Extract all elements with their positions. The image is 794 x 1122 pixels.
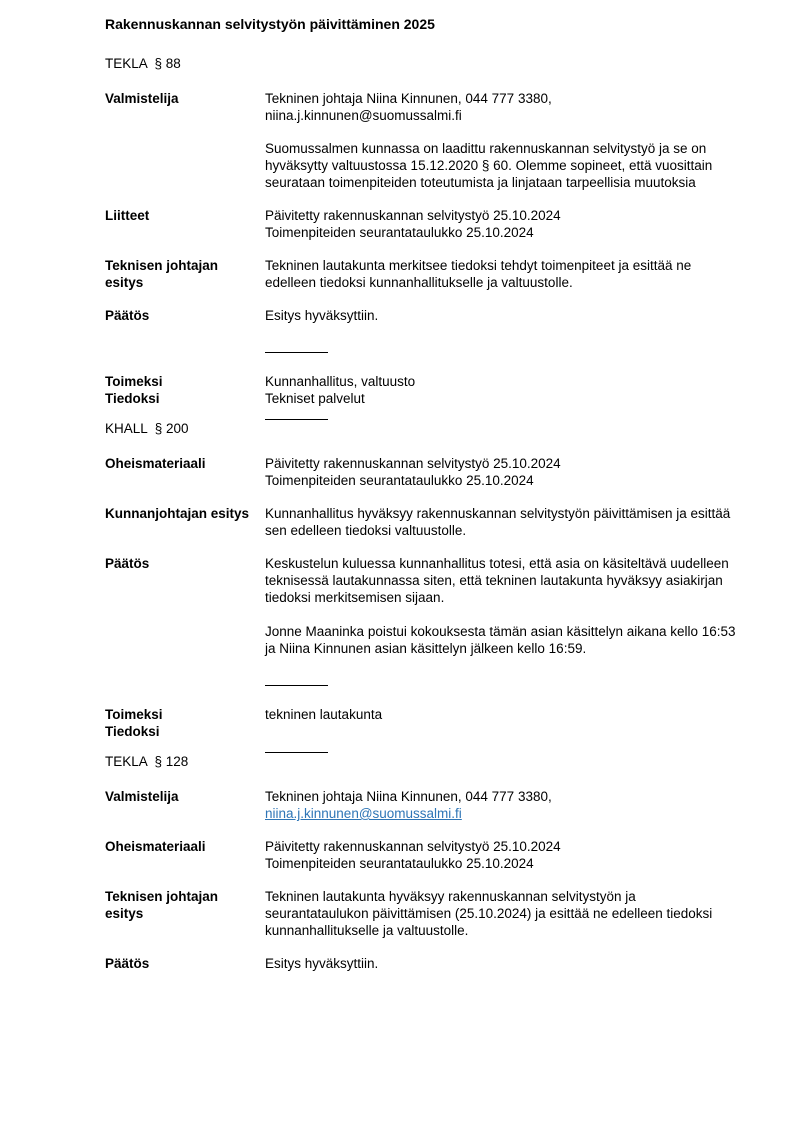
row-value <box>265 955 743 972</box>
row-label: Valmistelija <box>105 91 179 106</box>
row-valmistelija <box>105 90 738 124</box>
separator-line <box>265 685 328 686</box>
row-toimeksi-tiedoksi <box>105 706 738 740</box>
value-line: Päivitetty rakennuskannan selvitystyö 25.10.2024 <box>265 456 561 471</box>
value-line: Tekninen johtaja Niina Kinnunen, 044 777 3380, <box>265 91 552 106</box>
label-line: Toimeksi <box>105 707 163 722</box>
row-value <box>265 307 743 324</box>
row-oheismateriaali <box>105 455 738 489</box>
row-label: Oheismateriaali <box>105 839 206 854</box>
row-label <box>105 373 265 407</box>
row-value <box>265 706 743 740</box>
row-value <box>265 373 743 407</box>
row-label: Teknisen johtajan esitys <box>105 889 219 921</box>
row-teknisen-johtajan-esitys <box>105 888 738 939</box>
paragraph: Keskustelun kuluessa kunnanhallitus totesi, että asia on käsiteltävä uudelleen teknisessä lautakunnassa siten, että tekninen lautakunta hyväksyy asiakirjan tiedoksi merkitsemisen sijaan. <box>265 556 729 605</box>
row-value <box>265 90 743 124</box>
row-paatos <box>105 555 738 657</box>
row-value <box>265 838 743 872</box>
email-link[interactable]: niina.j.kinnunen@suomussalmi.fi <box>265 806 462 821</box>
row-oheismateriaali <box>105 838 738 872</box>
value-line: tekninen lautakunta <box>265 707 383 722</box>
label-line: Toimeksi <box>105 374 163 389</box>
value-line: Päivitetty rakennuskannan selvitystyö 25.10.2024 <box>265 208 561 223</box>
row-value <box>265 207 743 241</box>
value-line: Toimenpiteiden seurantataulukko 25.10.2024 <box>265 856 534 871</box>
section-heading: TEKLA § 128 <box>105 754 189 769</box>
row-value <box>265 455 743 489</box>
row-paatos <box>105 955 738 972</box>
value-line: niina.j.kinnunen@suomussalmi.fi <box>265 108 462 123</box>
paragraph: Kunnanhallitus hyväksyy rakennuskannan selvitystyön päivittämisen ja esittää sen edelleen tiedoksi valtuustolle. <box>265 506 731 538</box>
label-line: Tiedoksi <box>105 391 160 406</box>
row-liitteet <box>105 207 738 241</box>
section-tekla-88 <box>105 55 738 420</box>
row-toimeksi-tiedoksi <box>105 373 738 407</box>
paragraph: Esitys hyväksyttiin. <box>265 308 379 323</box>
section-heading: TEKLA § 88 <box>105 56 181 71</box>
row-label: Oheismateriaali <box>105 456 206 471</box>
row-paatos <box>105 307 738 324</box>
value-line: Päivitetty rakennuskannan selvitystyö 25.10.2024 <box>265 839 561 854</box>
row-value <box>265 505 743 539</box>
row-label: Liitteet <box>105 208 150 223</box>
separator-line <box>265 352 328 353</box>
paragraph: Tekninen lautakunta merkitsee tiedoksi tehdyt toimenpiteet ja esittää ne edelleen tiedoksi kunnanhallitukselle ja valtuustolle. <box>265 258 692 290</box>
row-value <box>265 788 743 822</box>
row-label: Päätös <box>105 956 150 971</box>
row-kunnanjohtajan-esitys <box>105 505 738 539</box>
row-label <box>105 140 265 191</box>
value-line: Tekniset palvelut <box>265 391 365 406</box>
row-value <box>265 257 743 291</box>
value-line: Tekninen johtaja Niina Kinnunen, 044 777 3380, <box>265 789 552 804</box>
row-description <box>105 140 738 191</box>
row-label <box>105 706 265 740</box>
page-title: Rakennuskannan selvitystyön päivittäminen 2025 <box>105 16 435 32</box>
row-value <box>265 555 743 657</box>
row-valmistelija <box>105 788 738 822</box>
row-label: Päätös <box>105 308 150 323</box>
paragraph: Esitys hyväksyttiin. <box>265 956 379 971</box>
section-tekla-128 <box>105 753 738 972</box>
row-value <box>265 140 743 191</box>
row-teknisen-johtajan-esitys <box>105 257 738 291</box>
section-khall-200 <box>105 420 738 753</box>
paragraph: Suomussalmen kunnassa on laadittu rakennuskannan selvitystyö ja se on hyväksytty valtuustossa 15.12.2020 § 60. Olemme sopineet, että vuosittain seurataan toimenpiteiden toteutumista ja linjataan tarpeellisia muutoksia <box>265 141 713 190</box>
paragraph: Jonne Maaninka poistui kokouksesta tämän asian käsittelyn aikana kello 16:53 ja Niina Kinnunen asian käsittelyn jälkeen kello 16:59. <box>265 624 736 656</box>
value-line: Toimenpiteiden seurantataulukko 25.10.2024 <box>265 225 534 240</box>
row-label: Valmistelija <box>105 789 179 804</box>
value-line: Kunnanhallitus, valtuusto <box>265 374 416 389</box>
row-label: Kunnanjohtajan esitys <box>105 506 250 521</box>
value-line: Toimenpiteiden seurantataulukko 25.10.2024 <box>265 473 534 488</box>
row-value <box>265 888 743 939</box>
row-label: Teknisen johtajan esitys <box>105 258 219 290</box>
paragraph: Tekninen lautakunta hyväksyy rakennuskannan selvitystyön ja seurantataulukon päivittämisen (25.10.2024) ja esittää ne edelleen tiedoksi kunnanhallitukselle ja valtuustolle. <box>265 889 713 938</box>
label-line: Tiedoksi <box>105 724 160 739</box>
row-label: Päätös <box>105 556 150 571</box>
section-heading: KHALL § 200 <box>105 421 189 436</box>
